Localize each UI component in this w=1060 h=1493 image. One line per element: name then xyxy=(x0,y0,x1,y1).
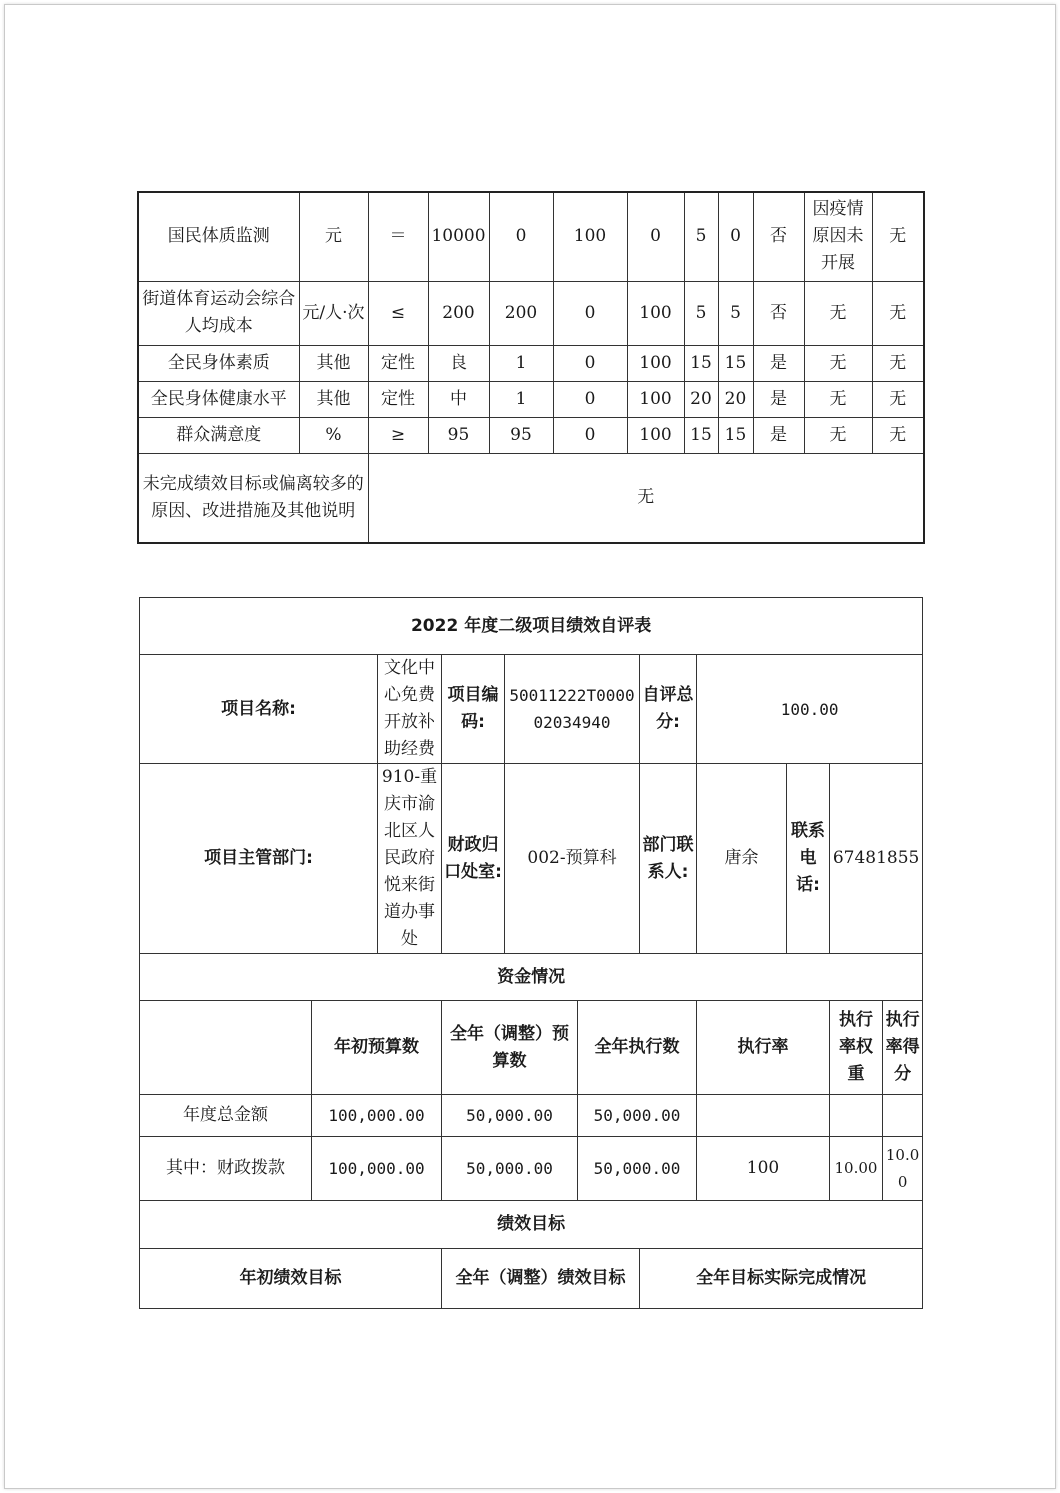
unmet-explanation-label: 未完成绩效目标或偏离较多的原因、改进措施及其他说明 xyxy=(138,453,368,543)
indicator-name: 国民体质监测 xyxy=(138,192,299,281)
funds-header-executed: 全年执行数 xyxy=(578,1001,697,1095)
indicator-note: 无 xyxy=(872,345,924,381)
project-name-label: 项目名称: xyxy=(140,655,378,764)
phone-label: 联系电话: xyxy=(787,764,830,954)
indicator-score: 20 xyxy=(718,381,753,417)
dept-label: 项目主管部门: xyxy=(140,764,378,954)
indicator-note: 无 xyxy=(872,281,924,345)
indicator-row xyxy=(138,345,924,381)
indicator-weight: 15 xyxy=(684,345,718,381)
funds-header-rate: 执行率 xyxy=(697,1001,830,1095)
phone-value: 67481855 xyxy=(830,764,923,954)
indicator-reason: 无 xyxy=(804,381,872,417)
goals-header-initial: 年初绩效目标 xyxy=(140,1249,442,1309)
indicator-weight: 15 xyxy=(684,417,718,453)
contact-label: 部门联系人: xyxy=(640,764,697,954)
indicator-score: 0 xyxy=(718,192,753,281)
goals-section-title: 绩效目标 xyxy=(140,1201,923,1249)
indicator-adjusted: 200 xyxy=(489,281,553,345)
department-row xyxy=(140,764,923,954)
indicator-unit: 其他 xyxy=(299,381,368,417)
finance-office-label: 财政归口处室: xyxy=(442,764,505,954)
indicator-met: 否 xyxy=(753,192,804,281)
funds-row-label: 其中：财政拨款 xyxy=(140,1137,312,1201)
finance-office-value: 002-预算科 xyxy=(505,764,640,954)
indicator-note: 无 xyxy=(872,192,924,281)
funds-header-blank xyxy=(140,1001,312,1095)
indicator-target: 95 xyxy=(428,417,489,453)
funds-row xyxy=(140,1095,923,1137)
funds-header-row xyxy=(140,1001,923,1095)
unmet-explanation-value: 无 xyxy=(368,453,924,543)
funds-adjusted: 50,000.00 xyxy=(442,1095,578,1137)
funds-section-title: 资金情况 xyxy=(140,954,923,1001)
funds-initial: 100,000.00 xyxy=(312,1095,442,1137)
indicator-rate: 100 xyxy=(627,345,684,381)
indicator-name: 街道体育运动会综合人均成本 xyxy=(138,281,299,345)
funds-initial: 100,000.00 xyxy=(312,1137,442,1201)
funds-score xyxy=(883,1095,923,1137)
indicator-met: 是 xyxy=(753,381,804,417)
funds-row-label: 年度总金额 xyxy=(140,1095,312,1137)
indicator-unit: 元 xyxy=(299,192,368,281)
funds-section-row xyxy=(140,954,923,1001)
project-code-label: 项目编码: xyxy=(442,655,505,764)
indicator-name: 全民身体素质 xyxy=(138,345,299,381)
indicator-unit: 元/人·次 xyxy=(299,281,368,345)
indicator-rate: 100 xyxy=(627,381,684,417)
indicator-reason: 无 xyxy=(804,281,872,345)
indicator-operator: 定性 xyxy=(368,345,428,381)
funds-weight xyxy=(830,1095,883,1137)
indicator-row xyxy=(138,417,924,453)
funds-header-weight: 执行率权重 xyxy=(830,1001,883,1095)
dept-value: 910-重庆市渝北区人民政府悦来街道办事处 xyxy=(378,764,442,954)
indicator-met: 是 xyxy=(753,417,804,453)
indicator-met: 是 xyxy=(753,345,804,381)
indicator-rate: 100 xyxy=(627,281,684,345)
goals-header-actual: 全年目标实际完成情况 xyxy=(640,1249,923,1309)
funds-executed: 50,000.00 xyxy=(578,1137,697,1201)
funds-rate: 100 xyxy=(697,1137,830,1201)
indicator-target: 10000 xyxy=(428,192,489,281)
funds-header-adjusted: 全年（调整）预算数 xyxy=(442,1001,578,1095)
indicator-score: 5 xyxy=(718,281,753,345)
funds-row xyxy=(140,1137,923,1201)
form-title: 2022 年度二级项目绩效自评表 xyxy=(140,598,923,655)
indicator-adjusted: 1 xyxy=(489,381,553,417)
indicator-reason: 无 xyxy=(804,345,872,381)
indicator-target: 中 xyxy=(428,381,489,417)
form-title-row xyxy=(140,598,923,655)
indicator-actual: 0 xyxy=(553,345,627,381)
indicator-reason: 因疫情原因未开展 xyxy=(804,192,872,281)
indicator-note: 无 xyxy=(872,417,924,453)
project-name-value: 文化中心免费开放补助经费 xyxy=(378,655,442,764)
indicator-adjusted: 95 xyxy=(489,417,553,453)
indicator-target: 良 xyxy=(428,345,489,381)
funds-header-initial: 年初预算数 xyxy=(312,1001,442,1095)
indicator-name: 群众满意度 xyxy=(138,417,299,453)
indicator-met: 否 xyxy=(753,281,804,345)
goals-header-row xyxy=(140,1249,923,1309)
indicator-row xyxy=(138,381,924,417)
indicator-adjusted: 1 xyxy=(489,345,553,381)
indicator-reason: 无 xyxy=(804,417,872,453)
indicator-note: 无 xyxy=(872,381,924,417)
goals-header-adjusted: 全年（调整）绩效目标 xyxy=(442,1249,640,1309)
indicator-row xyxy=(138,281,924,345)
goals-section-row xyxy=(140,1201,923,1249)
indicator-actual: 0 xyxy=(553,381,627,417)
funds-executed: 50,000.00 xyxy=(578,1095,697,1137)
indicator-weight: 5 xyxy=(684,192,718,281)
funds-rate xyxy=(697,1095,830,1137)
indicator-adjusted: 0 xyxy=(489,192,553,281)
indicator-weight: 20 xyxy=(684,381,718,417)
indicator-unit: % xyxy=(299,417,368,453)
self-score-label: 自评总分: xyxy=(640,655,697,764)
self-evaluation-table xyxy=(139,597,923,1309)
project-code-value: 50011222T000002034940 xyxy=(505,655,640,764)
unmet-explanation-row xyxy=(138,453,924,543)
indicator-score: 15 xyxy=(718,417,753,453)
indicator-operator: ＝ xyxy=(368,192,428,281)
self-score-value: 100.00 xyxy=(697,655,923,764)
indicator-actual: 0 xyxy=(553,417,627,453)
indicator-rate: 100 xyxy=(627,417,684,453)
indicator-rate: 0 xyxy=(627,192,684,281)
indicator-weight: 5 xyxy=(684,281,718,345)
indicator-row xyxy=(138,192,924,281)
funds-weight: 10.00 xyxy=(830,1137,883,1201)
indicator-score: 15 xyxy=(718,345,753,381)
project-name-row xyxy=(140,655,923,764)
indicator-actual: 0 xyxy=(553,281,627,345)
indicator-operator: ≤ xyxy=(368,281,428,345)
indicator-operator: 定性 xyxy=(368,381,428,417)
indicator-unit: 其他 xyxy=(299,345,368,381)
funds-adjusted: 50,000.00 xyxy=(442,1137,578,1201)
indicator-table xyxy=(137,191,925,544)
indicator-operator: ≥ xyxy=(368,417,428,453)
funds-score: 10.00 xyxy=(883,1137,923,1201)
indicator-actual: 100 xyxy=(553,192,627,281)
indicator-name: 全民身体健康水平 xyxy=(138,381,299,417)
indicator-target: 200 xyxy=(428,281,489,345)
contact-value: 唐余 xyxy=(697,764,787,954)
funds-header-score: 执行率得分 xyxy=(883,1001,923,1095)
